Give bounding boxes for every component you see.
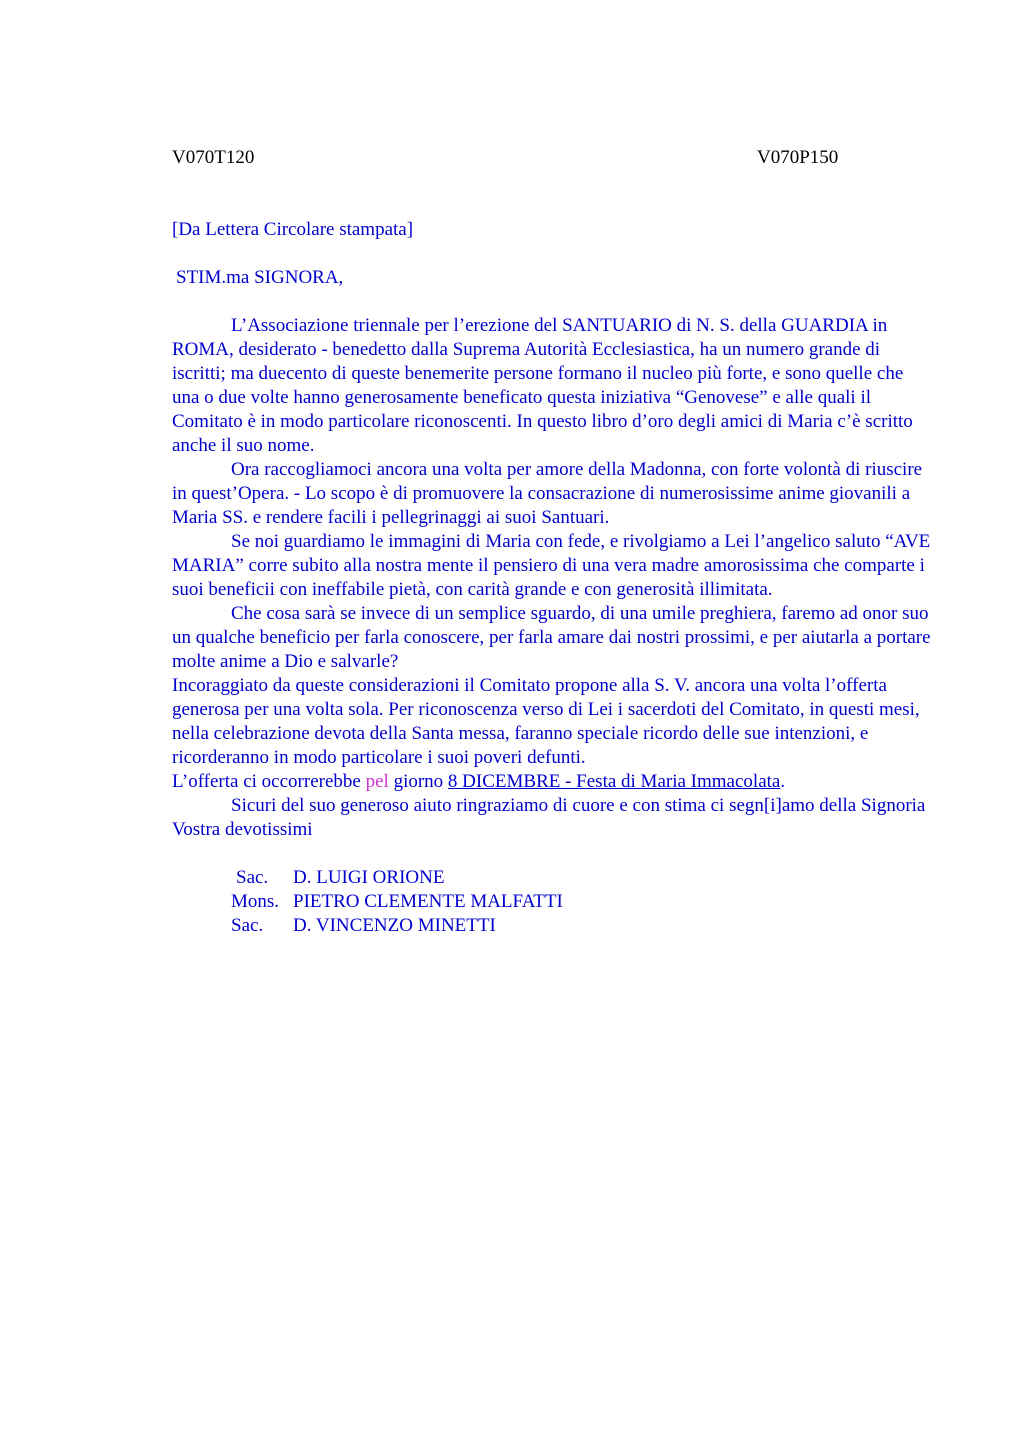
document-codes [172,146,932,170]
left-document-code: V070T120 [172,147,255,168]
signature-block [172,866,932,938]
source-note: [Da Lettera Circolare stampata] [172,219,414,240]
letter-page [172,146,932,938]
offer-line-end: . [780,771,786,792]
offer-line-start: L’offerta ci occorrerebbe [172,771,366,792]
offer-line-middle: giorno [388,771,448,792]
signature-name: D. LUIGI ORIONE [293,867,445,888]
closing-paragraph: Sicuri del suo generoso aiuto ringraziamo di cuore e con stima ci segn[i]amo della Signoria Vostra devotissimi [172,795,926,840]
signature-row [172,866,932,890]
right-document-code: V070P150 [757,147,839,168]
salutation: STIM.ma SIGNORA, [176,267,344,288]
paragraph-benefit: Che cosa sarà se invece di un semplice sguardo, di una umile preghiera, faremo ad onor suo un qualche beneficio per farla conoscere, per farla amare dai nostri prossimi, e per aiutarla a portare molte anime a Dio e salvarle? [172,603,931,672]
highlighted-word-pel: pel [365,771,389,792]
letter-body [172,314,932,842]
feast-date: 8 DICEMBRE - Festa di Maria Immacolata [447,771,781,792]
signature-title: Sac. [236,867,269,888]
signature-title: Sac. [231,915,264,936]
signature-row [172,914,932,938]
signature-name: PIETRO CLEMENTE MALFATTI [293,891,563,912]
paragraph-committee-offer: Incoraggiato da queste considerazioni il Comitato propone alla S. V. ancora una volta l’offerta generosa per una volta sola. Per riconoscenza verso di Lei i sacerdoti del Comitato, in questi mesi, nella celebrazione devota della Santa messa, faranno speciale ricordo delle sue intenzioni, e ricorderanno in modo particolare i suoi poveri defunti. [172,675,920,768]
offer-date-line [172,770,932,794]
signature-title: Mons. [231,891,280,912]
signature-row [172,890,932,914]
paragraph-ave-maria: Se noi guardiamo le immagini di Maria con fede, e rivolgiamo a Lei l’angelico saluto “AVE MARIA” corre subito alla nostra mente il pensiero di una vera madre amorosissima che comparte i suoi beneficii con ineffabile pietà, con carità grande e con generosità illimitata. [172,531,931,600]
paragraph-association: L’Associazione triennale per l’erezione del SANTUARIO di N. S. della GUARDIA in ROMA, desiderato - benedetto dalla Suprema Autorità Ecclesiastica, ha un numero grande di iscritti; ma duecento di queste benemerite persone formano il nucleo più forte, e sono quelle che una o due volte hanno generosamente beneficato questa iniziativa “Genovese” e alle quali il Comitato è in modo particolare riconoscenti. In questo libro d’oro degli amici di Maria c’è scritto anche il suo nome. [172,315,913,456]
paragraph-gathering: Ora raccogliamoci ancora una volta per amore della Madonna, con forte volontà di riuscire in quest’Opera. - Lo scopo è di promuovere la consacrazione di numerosissime anime giovanili a Maria SS. e rendere facili i pellegrinaggi ai suoi Santuari. [172,459,923,528]
signature-name: D. VINCENZO MINETTI [293,915,496,936]
